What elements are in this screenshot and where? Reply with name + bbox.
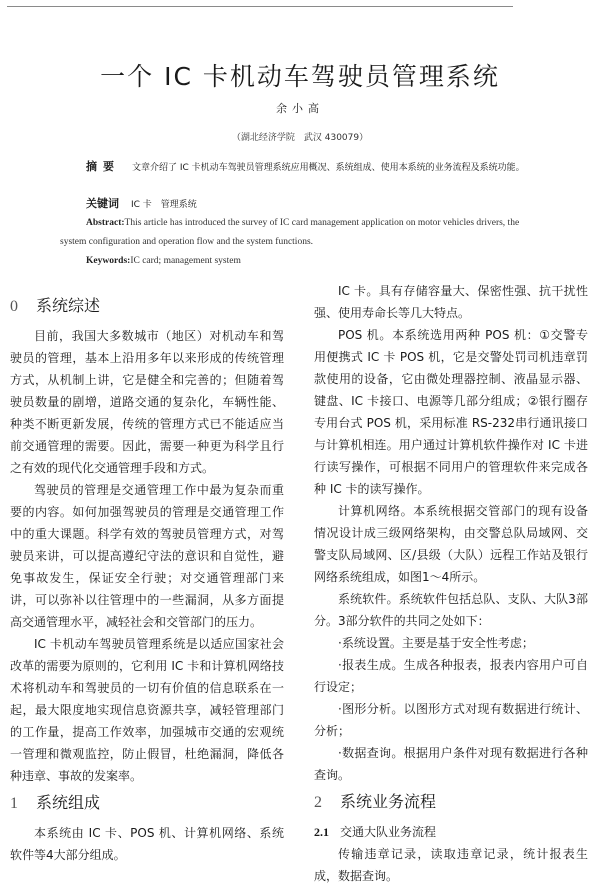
bullet-item: ·图形分析。以图形方式对现有数据进行统计、分析； <box>314 702 588 738</box>
abstract-en-label: Abstract: <box>86 218 125 228</box>
keywords-cn-text: IC 卡 管理系统 <box>131 200 197 210</box>
paragraph: POS 机。本系统选用两种 POS 机：①交警专用便携式 IC 卡 POS 机，它是交警处罚司机违章罚款使用的设备，它由微处理器控制、液晶显示器、键盘、IC 卡接口、电源等几部分组成；②银行圈存专用台式 POS 机，采用标准 RS-232串行通讯接口与计算机相连。用户通过计算机软件操作对 IC 卡进行读写操作，可根据不同用户的管理软件来完成各种 IC 卡的读写操作。 <box>314 328 588 496</box>
paragraph: IC 卡机动车驾驶员管理系统是以适应国家社会改革的需要为原则的，它利用 IC 卡和计算机网络技术将机动车和驾驶员的一切有价值的信息联系在一起，最大限度地实现信息资源共享，减轻管理部门的工作量，提高工作效率，加强城市交通的宏观统一管理和微观监控，防止假冒，杜绝漏洞，降低各种违章、事故的发案率。 <box>10 637 284 783</box>
paragraph: 计算机网络。本系统根据交管部门的现有设备情况设计成三级网络架构，由交警总队局域网、交警支队局域网、区/县级（大队）远程工作站及银行网络系统组成，如图1～4所示。 <box>314 504 588 584</box>
section-number: 2 <box>314 794 322 811</box>
section-title: 系统业务流程 <box>340 792 437 811</box>
paragraph: 驾驶员的管理是交通管理工作中最为复杂而重要的内容。如何加强驾驶员的管理是交通管理工作中的重大课题。科学有效的驾驶员管理方式，对驾驶员来讲，可以提高遵纪守法的意识和自觉性，避免事故发生，保证安全行驶；对交通管理部门来讲，可以弥补以往管理中的一些漏洞，从多方面提高交通管理水平，减轻社会和交管部门的压力。 <box>10 483 284 629</box>
paragraph: 目前，我国大多数城市（地区）对机动车和驾驶员的管理，基本上沿用多年以来形成的传统管理方式，从机制上讲，它是健全和完善的；但随着驾驶员数量的剧增，道路交通的复杂化，车辆性能、种类不断更新发展，传统的管理方式已不能适应当前交通管理的需要。因此，需要一种更为科学且行之有效的现代化交通管理手段和方式。 <box>10 329 284 475</box>
keywords-en-text: IC card; management system <box>130 256 241 266</box>
bullet-item: ·系统设置。主要是基于安全性考虑； <box>338 636 534 650</box>
subsection-2-1-heading <box>314 821 588 843</box>
abstract-cn-label: 摘要 <box>86 160 120 173</box>
bullet-item: ·数据查询。根据用户条件对现有数据进行各种查询。 <box>314 746 588 782</box>
abstract-cn <box>60 157 540 178</box>
section-0-heading <box>10 294 284 319</box>
abstract-cn-text: 文章介绍了 IC 卡机动车驾驶员管理系统应用概况、系统组成、使用本系统的业务流程及系统功能。 <box>132 163 525 173</box>
section-title: 系统组成 <box>36 793 101 812</box>
keywords-en <box>60 252 540 271</box>
subsection-title: 交通大队业务流程 <box>340 825 437 839</box>
paragraph: 本系统由 IC 卡、POS 机、计算机网络、系统软件等4大部分组成。 <box>10 826 284 862</box>
keywords-cn <box>60 194 540 215</box>
paragraph: 系统软件。系统软件包括总队、支队、大队3部分。3部分软件的共同之处如下： <box>314 592 588 628</box>
paragraph: IC 卡。具有存储容量大、保密性强、抗干扰性强、使用寿命长等几大特点。 <box>314 284 588 320</box>
subsection-number: 2.1 <box>314 825 329 839</box>
section-title: 系统综述 <box>36 296 101 315</box>
keywords-en-label: Keywords: <box>86 256 131 266</box>
paragraph: 传输违章记录，读取违章记录，统计报表生成，数据查询。 <box>314 847 588 883</box>
bullet-item: ·报表生成。生成各种报表，报表内容用户可自行设定； <box>314 658 588 694</box>
affiliation: （湖北经济学院 武汉 430079） <box>231 133 369 143</box>
section-number: 0 <box>10 298 18 315</box>
abstract-en-text: This article has introduced the survey of IC card management application on motor vehicles drivers, the system configuration and operation flow and the system functions. <box>60 218 520 247</box>
section-1-heading <box>10 791 284 816</box>
right-column <box>314 280 588 887</box>
author: 余小高 <box>276 102 324 115</box>
keywords-cn-label: 关键词 <box>86 197 119 210</box>
paper-title: 一个 IC 卡机动车驾驶员管理系统 <box>100 61 500 91</box>
left-column <box>10 290 284 866</box>
header-rule <box>7 6 513 7</box>
section-2-heading <box>314 790 588 815</box>
section-number: 1 <box>10 795 18 812</box>
abstract-en <box>60 214 540 252</box>
